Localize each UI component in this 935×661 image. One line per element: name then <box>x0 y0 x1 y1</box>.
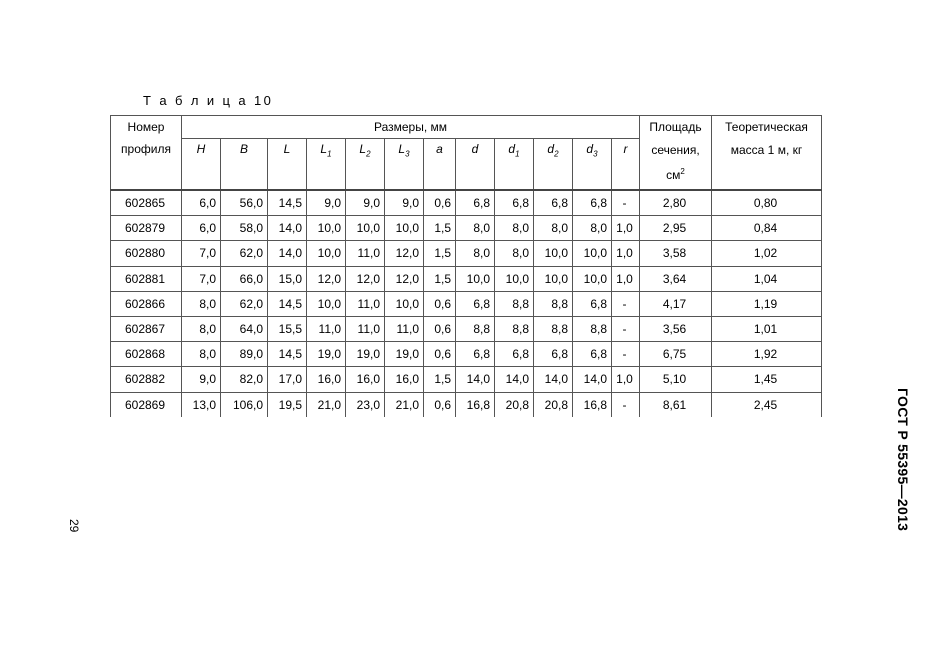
table-cell: 2,95 <box>640 216 712 241</box>
header-row-2 <box>111 139 822 191</box>
table-cell: 4,17 <box>640 291 712 316</box>
table-row <box>111 291 822 316</box>
table-cell: 8,0 <box>456 216 495 241</box>
table-cell: 1,45 <box>712 367 822 392</box>
table-cell: 16,0 <box>346 367 385 392</box>
table-cell: 8,0 <box>495 241 534 266</box>
table-cell: 8,0 <box>456 241 495 266</box>
table-cell: 11,0 <box>307 316 346 341</box>
table-cell: 0,6 <box>424 190 456 216</box>
table-cell: 10,0 <box>307 291 346 316</box>
table-cell: 0,80 <box>712 190 822 216</box>
col-header: $d_1$ <box>495 139 534 191</box>
table-cell: 3,58 <box>640 241 712 266</box>
table-cell: 0,6 <box>424 392 456 417</box>
profile-number-cell: 602880 <box>111 241 182 266</box>
table-row <box>111 367 822 392</box>
table-cell: 11,0 <box>385 316 424 341</box>
profile-number-cell: 602865 <box>111 190 182 216</box>
col-header: $d_3$ <box>573 139 612 191</box>
table-cell: 20,8 <box>534 392 573 417</box>
table-cell: 10,0 <box>456 266 495 291</box>
table-cell: 10,0 <box>307 216 346 241</box>
col-header: $L_1$ <box>307 139 346 191</box>
table-cell: 8,0 <box>182 342 221 367</box>
table-cell: 21,0 <box>307 392 346 417</box>
table-cell: 16,0 <box>307 367 346 392</box>
table-cell: 3,56 <box>640 316 712 341</box>
table-cell: 16,8 <box>573 392 612 417</box>
table-cell: 106,0 <box>221 392 268 417</box>
profile-number-cell: 602868 <box>111 342 182 367</box>
table-cell: 8,8 <box>534 316 573 341</box>
col-header: L <box>268 139 307 191</box>
table-cell: 1,5 <box>424 216 456 241</box>
table-cell: 15,5 <box>268 316 307 341</box>
table-cell: 1,0 <box>612 367 640 392</box>
table-cell: 19,0 <box>346 342 385 367</box>
table-cell: - <box>612 316 640 341</box>
table-cell: - <box>612 190 640 216</box>
table-cell: 58,0 <box>221 216 268 241</box>
table-cell: 8,8 <box>534 291 573 316</box>
table-row <box>111 316 822 341</box>
table-cell: 0,6 <box>424 316 456 341</box>
table-cell: 8,0 <box>182 316 221 341</box>
table-cell: 10,0 <box>307 241 346 266</box>
table-cell: 11,0 <box>346 316 385 341</box>
table-cell: 12,0 <box>385 241 424 266</box>
header-area-top: Площадь <box>640 116 712 139</box>
table-cell: 6,8 <box>534 190 573 216</box>
table-cell: - <box>612 342 640 367</box>
table-cell: 1,0 <box>612 216 640 241</box>
table-cell: 8,8 <box>495 291 534 316</box>
table-row <box>111 216 822 241</box>
table-row <box>111 342 822 367</box>
table-cell: 10,0 <box>385 216 424 241</box>
table-cell: 14,0 <box>534 367 573 392</box>
table-cell: 62,0 <box>221 241 268 266</box>
table-cell: 8,8 <box>573 316 612 341</box>
table-cell: 1,92 <box>712 342 822 367</box>
col-header: H <box>182 139 221 191</box>
profile-number-cell: 602881 <box>111 266 182 291</box>
table-cell: 2,45 <box>712 392 822 417</box>
table-cell: 23,0 <box>346 392 385 417</box>
table-cell: 10,0 <box>346 216 385 241</box>
profile-number-cell: 602867 <box>111 316 182 341</box>
table-cell: 3,64 <box>640 266 712 291</box>
table-cell: 8,0 <box>534 216 573 241</box>
document-title: ГОСТ Р 55395—2013 <box>895 388 911 532</box>
table-cell: 10,0 <box>573 266 612 291</box>
table-body <box>111 190 822 417</box>
table-cell: 6,8 <box>495 342 534 367</box>
header-dimensions: Размеры, мм <box>182 116 640 139</box>
table-cell: 62,0 <box>221 291 268 316</box>
table-cell: 5,10 <box>640 367 712 392</box>
table-cell: 56,0 <box>221 190 268 216</box>
table-cell: 2,80 <box>640 190 712 216</box>
table-cell: 7,0 <box>182 266 221 291</box>
table-cell: 16,8 <box>456 392 495 417</box>
table-row <box>111 392 822 417</box>
table-cell: 10,0 <box>495 266 534 291</box>
table-row <box>111 190 822 216</box>
table-cell: 15,0 <box>268 266 307 291</box>
table-cell: 14,0 <box>268 241 307 266</box>
table-cell: 8,8 <box>456 316 495 341</box>
header-mass-bottom: масса 1 м, кг <box>712 139 822 191</box>
table-cell: 19,0 <box>385 342 424 367</box>
table-cell: 21,0 <box>385 392 424 417</box>
table-cell: 7,0 <box>182 241 221 266</box>
table-cell: 9,0 <box>182 367 221 392</box>
col-header: $d_2$ <box>534 139 573 191</box>
table-cell: 17,0 <box>268 367 307 392</box>
table-cell: 14,0 <box>268 216 307 241</box>
table-cell: 19,5 <box>268 392 307 417</box>
table-cell: 6,75 <box>640 342 712 367</box>
table-cell: 0,84 <box>712 216 822 241</box>
table-cell: 66,0 <box>221 266 268 291</box>
table-cell: 1,19 <box>712 291 822 316</box>
profile-table <box>110 115 822 417</box>
table-cell: 1,0 <box>612 241 640 266</box>
profile-number-cell: 602866 <box>111 291 182 316</box>
table-cell: 14,5 <box>268 190 307 216</box>
table-cell: 13,0 <box>182 392 221 417</box>
table-cell: 1,5 <box>424 241 456 266</box>
table-cell: 8,61 <box>640 392 712 417</box>
table-cell: 10,0 <box>534 241 573 266</box>
table-cell: 1,5 <box>424 367 456 392</box>
table-cell: 12,0 <box>385 266 424 291</box>
table-cell: 8,0 <box>182 291 221 316</box>
table-cell: 0,6 <box>424 342 456 367</box>
table-cell: 8,0 <box>495 216 534 241</box>
profile-number-cell: 602869 <box>111 392 182 417</box>
table-cell: 89,0 <box>221 342 268 367</box>
table-cell: 6,8 <box>456 291 495 316</box>
table-cell: 1,01 <box>712 316 822 341</box>
table-cell: 9,0 <box>385 190 424 216</box>
table-cell: 6,8 <box>573 190 612 216</box>
table-cell: 8,0 <box>573 216 612 241</box>
table-cell: - <box>612 392 640 417</box>
table-row <box>111 241 822 266</box>
table-cell: 9,0 <box>346 190 385 216</box>
table-caption: Т а б л и ц а 10 <box>143 93 274 108</box>
table-cell: 6,0 <box>182 190 221 216</box>
table-cell: 6,8 <box>573 291 612 316</box>
table-cell: 6,8 <box>456 190 495 216</box>
table-cell: 82,0 <box>221 367 268 392</box>
table-cell: 1,0 <box>612 266 640 291</box>
header-number-top: Номер <box>111 116 182 139</box>
table-cell: 11,0 <box>346 291 385 316</box>
table-cell: 8,8 <box>495 316 534 341</box>
header-mass-top: Теоретическая <box>712 116 822 139</box>
table-cell: 1,02 <box>712 241 822 266</box>
header-area-bottom: сечения, $см^2$ <box>640 139 712 191</box>
header-row-1 <box>111 116 822 139</box>
table-cell: 6,8 <box>456 342 495 367</box>
table-cell: 6,0 <box>182 216 221 241</box>
table-cell: 14,5 <box>268 342 307 367</box>
table-cell: 1,04 <box>712 266 822 291</box>
col-header: d <box>456 139 495 191</box>
table-cell: - <box>612 291 640 316</box>
table-cell: 64,0 <box>221 316 268 341</box>
table-cell: 9,0 <box>307 190 346 216</box>
table-cell: 1,5 <box>424 266 456 291</box>
table-row <box>111 266 822 291</box>
table-cell: 11,0 <box>346 241 385 266</box>
table-cell: 6,8 <box>573 342 612 367</box>
profile-number-cell: 602879 <box>111 216 182 241</box>
page-number: 29 <box>67 519 81 533</box>
table-cell: 14,5 <box>268 291 307 316</box>
profile-number-cell: 602882 <box>111 367 182 392</box>
table-cell: 10,0 <box>573 241 612 266</box>
table-cell: 12,0 <box>307 266 346 291</box>
table-cell: 12,0 <box>346 266 385 291</box>
table-cell: 16,0 <box>385 367 424 392</box>
table-cell: 10,0 <box>385 291 424 316</box>
col-header: $L_3$ <box>385 139 424 191</box>
table-cell: 10,0 <box>534 266 573 291</box>
table-cell: 20,8 <box>495 392 534 417</box>
table-cell: 19,0 <box>307 342 346 367</box>
table-cell: 0,6 <box>424 291 456 316</box>
table-cell: 14,0 <box>495 367 534 392</box>
col-header: B <box>221 139 268 191</box>
header-number-bottom: профиля <box>111 139 182 191</box>
table-cell: 6,8 <box>495 190 534 216</box>
col-header: $L_2$ <box>346 139 385 191</box>
table-cell: 14,0 <box>456 367 495 392</box>
table-cell: 14,0 <box>573 367 612 392</box>
col-header: a <box>424 139 456 191</box>
table-cell: 6,8 <box>534 342 573 367</box>
col-header: r <box>612 139 640 191</box>
